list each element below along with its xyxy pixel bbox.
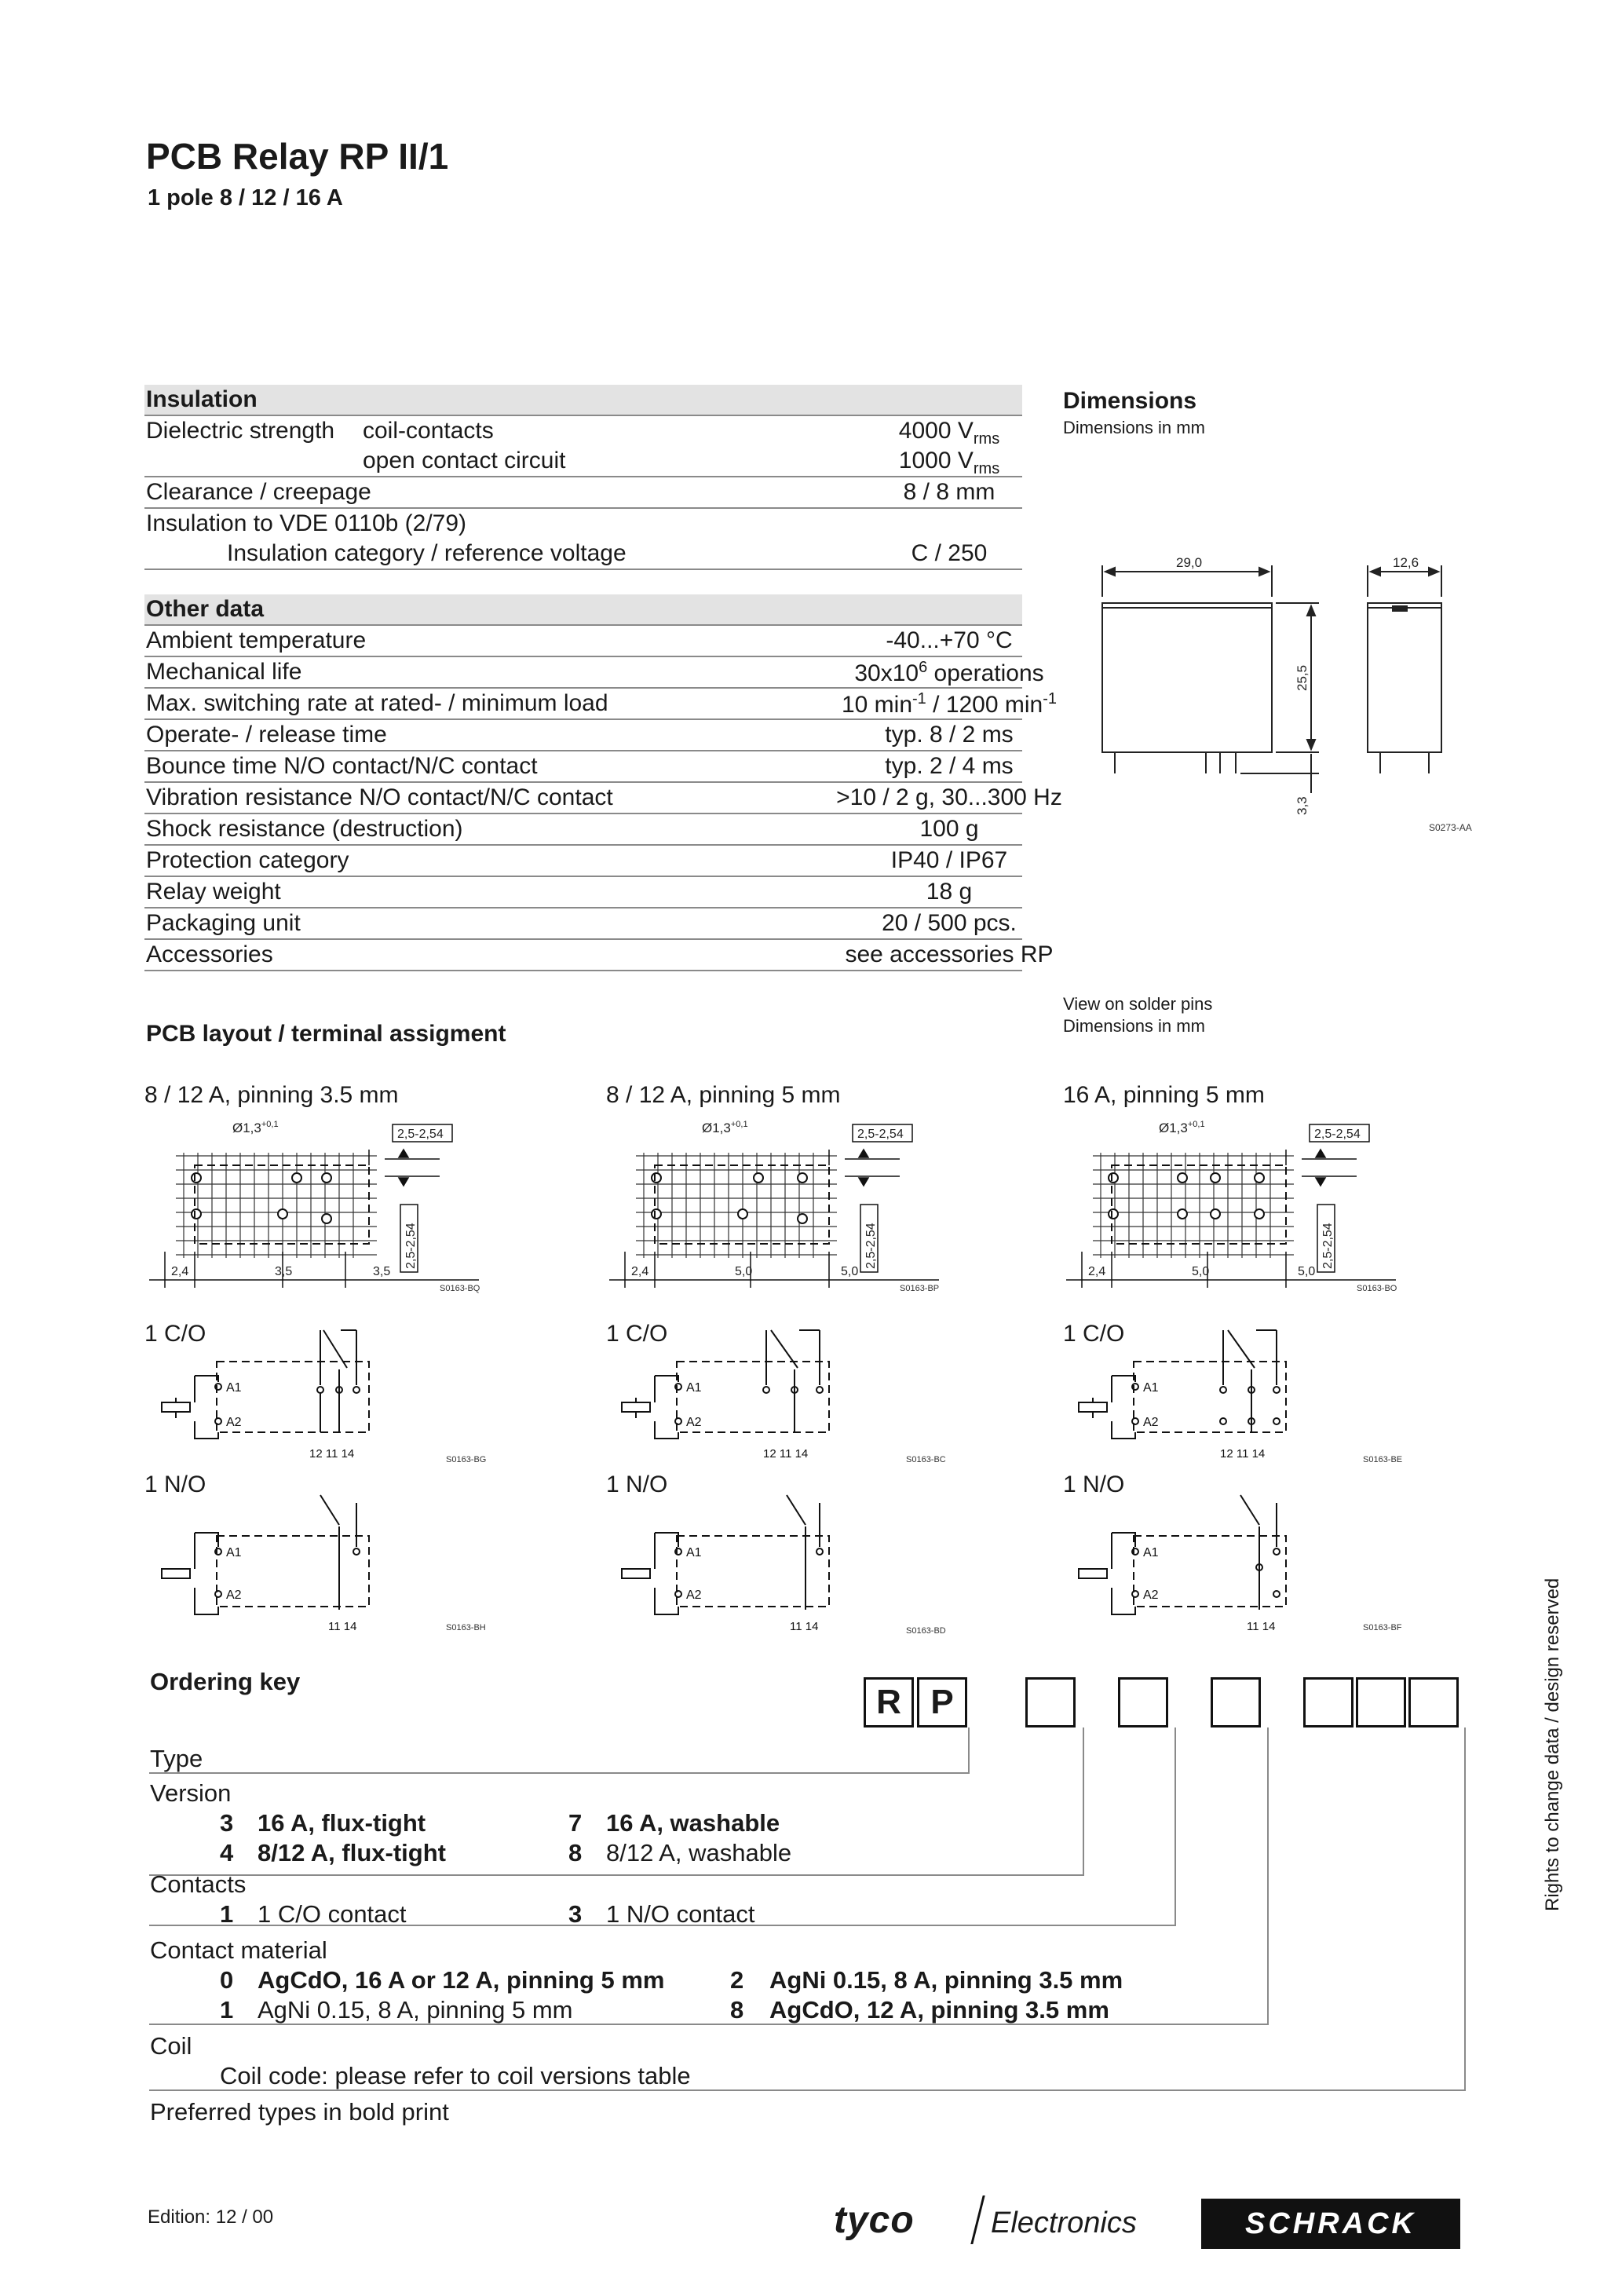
ordering-box-coil bbox=[1356, 1677, 1406, 1727]
dim-width-label: 29,0 bbox=[1176, 555, 1203, 570]
open-contact-row bbox=[144, 446, 1022, 477]
schrack-text: SCHRACK bbox=[1245, 2207, 1416, 2240]
category-label: Insulation category / reference voltage bbox=[227, 540, 627, 566]
figure-code: S0163-BP bbox=[900, 1284, 940, 1293]
co-circuit-diagram bbox=[1071, 1322, 1432, 1464]
dielectric-label: Dielectric strength bbox=[146, 418, 335, 444]
row-label: Protection category bbox=[146, 847, 349, 873]
grid-dim: 2,5-2,54 bbox=[397, 1128, 444, 1141]
figure-code: S0163-BE bbox=[1363, 1455, 1403, 1464]
figure-code: S0163-BC bbox=[906, 1455, 946, 1464]
coil-contacts-value: 4000 $V_{rms}$ bbox=[898, 418, 1000, 448]
grid-dim: 2,5-2,54 bbox=[857, 1128, 904, 1141]
pin-labels: 12 11 14 bbox=[309, 1447, 355, 1461]
other-data-row bbox=[144, 940, 1054, 971]
version-text: 16 A, washable bbox=[606, 1809, 780, 1837]
coil-text: Coil code: please refer to coil versions table bbox=[220, 2062, 691, 2089]
dimensions-subheading: Dimensions in mm bbox=[1063, 418, 1205, 437]
pcb-hole bbox=[192, 1209, 201, 1219]
pcb-hole bbox=[1211, 1173, 1220, 1183]
row-value: $30x10^6$ operations bbox=[854, 659, 1044, 686]
row-value: 18 g bbox=[926, 879, 973, 905]
dielectric-row bbox=[144, 416, 1022, 446]
hole-tol: +0,1 bbox=[1187, 1120, 1205, 1129]
logo-divider bbox=[970, 2195, 985, 2244]
svg-text:Ø1,3+0,1 bbox=[702, 1120, 748, 1135]
a1-label: A1 bbox=[226, 1381, 242, 1395]
version-code: 8 bbox=[568, 1839, 583, 1866]
other-data-table bbox=[144, 594, 1062, 971]
pcb-layout-drawing bbox=[609, 1118, 963, 1299]
pcb-hole bbox=[1109, 1209, 1118, 1219]
clearance-row bbox=[144, 477, 1022, 509]
ordering-box-version bbox=[1025, 1677, 1076, 1727]
hole-dim: Ø1,3 bbox=[232, 1121, 261, 1135]
pitch-dim: 5,0 bbox=[1192, 1265, 1210, 1278]
row-value: 20 / 500 pcs. bbox=[882, 910, 1017, 936]
svg-text:Ø1,3+0,1 bbox=[1159, 1120, 1205, 1135]
other-data-row bbox=[144, 689, 1058, 720]
other-data-row bbox=[144, 751, 1022, 783]
ordering-box-coil bbox=[1408, 1677, 1459, 1727]
hole-dim: Ø1,3 bbox=[702, 1121, 731, 1135]
version-code: 3 bbox=[220, 1809, 234, 1837]
a2-label: A2 bbox=[1143, 1416, 1159, 1429]
row-value: see accessories RP bbox=[845, 941, 1054, 967]
hole-dim: Ø1,3 bbox=[1159, 1121, 1188, 1135]
contacts-label: Contacts bbox=[150, 1870, 247, 1898]
no-circuit-diagram bbox=[154, 1492, 515, 1633]
ordering-box-material bbox=[1211, 1677, 1261, 1727]
pin-labels: 12 11 14 bbox=[1220, 1447, 1266, 1461]
insulation-heading: Insulation bbox=[146, 386, 258, 412]
page-title: PCB Relay RP II/1 bbox=[146, 136, 449, 177]
row-label: Relay weight bbox=[146, 879, 281, 905]
a1-label: A1 bbox=[1143, 1546, 1159, 1559]
a1-label: A1 bbox=[226, 1546, 242, 1559]
no-circuit-diagram bbox=[614, 1492, 975, 1633]
material-code: 8 bbox=[730, 1996, 744, 2024]
electronics-logo: Electronics bbox=[991, 2206, 1137, 2239]
version-label: Version bbox=[150, 1779, 232, 1807]
row-label: Accessories bbox=[146, 941, 273, 967]
material-label: Contact material bbox=[150, 1936, 327, 1964]
pcb-hole bbox=[1255, 1173, 1264, 1183]
offset-dim: 2,4 bbox=[171, 1265, 189, 1278]
pcb-hole bbox=[192, 1173, 201, 1183]
co-circuit-diagram bbox=[154, 1322, 515, 1464]
ordering-box-contacts bbox=[1118, 1677, 1168, 1727]
ordering-box-r: R bbox=[864, 1677, 914, 1727]
material-code: 1 bbox=[220, 1996, 234, 2024]
figure-code: S0163-BD bbox=[906, 1626, 946, 1633]
dim-pin-label: 3,3 bbox=[1295, 796, 1310, 815]
figure-code: S0163-BF bbox=[1363, 1623, 1402, 1632]
clearance-label: Clearance / creepage bbox=[146, 479, 371, 505]
figure-code: S0163-BQ bbox=[440, 1284, 480, 1293]
pcb-layout-drawing bbox=[149, 1118, 502, 1299]
no-label: 1 N/O bbox=[144, 1472, 206, 1497]
hole-tol: +0,1 bbox=[730, 1120, 748, 1129]
offset-dim: 2,4 bbox=[631, 1265, 649, 1278]
row-label: Ambient temperature bbox=[146, 627, 367, 653]
other-data-row bbox=[144, 846, 1022, 877]
ordering-heading: Ordering key bbox=[150, 1668, 301, 1695]
rights-note: Rights to change data / design reserved bbox=[1542, 1578, 1563, 1911]
row-label: Bounce time N/O contact/N/C contact bbox=[146, 753, 538, 779]
pin-labels: 11 14 bbox=[328, 1620, 357, 1633]
pcb-hole bbox=[1178, 1209, 1187, 1219]
dim-height-label: 25,5 bbox=[1295, 664, 1310, 691]
version-code: 4 bbox=[220, 1839, 234, 1866]
dimensions-code: S0273-AA bbox=[1429, 822, 1472, 833]
row-value: typ. 2 / 4 ms bbox=[885, 753, 1014, 779]
view-note: View on solder pins bbox=[1063, 994, 1213, 1014]
material-code: 2 bbox=[730, 1966, 744, 1994]
version-text: 16 A, flux-tight bbox=[258, 1809, 426, 1837]
pitch-dim: 5,0 bbox=[735, 1265, 753, 1278]
vde-row bbox=[144, 509, 1022, 539]
other-data-row bbox=[144, 877, 1022, 909]
material-text: AgNi 0.15, 8 A, pinning 3.5 mm bbox=[769, 1966, 1123, 1994]
pin-labels: 11 14 bbox=[790, 1620, 819, 1633]
open-contact-value: 1000 $V_{rms}$ bbox=[898, 448, 1000, 477]
dim-depth-label: 12,6 bbox=[1393, 555, 1419, 570]
page-subtitle: 1 pole 8 / 12 / 16 A bbox=[148, 185, 343, 210]
co-circuit-diagram bbox=[614, 1322, 975, 1464]
preferred-note: Preferred types in bold print bbox=[150, 2098, 449, 2126]
a2-label: A2 bbox=[686, 1416, 702, 1429]
open-contact-label: open contact circuit bbox=[363, 448, 566, 473]
pcb-hole bbox=[1255, 1209, 1264, 1219]
pitch-dim: 5,0 bbox=[1298, 1265, 1316, 1278]
pcb-column-title: 16 A, pinning 5 mm bbox=[1063, 1082, 1265, 1108]
figure-code: S0163-BH bbox=[446, 1623, 486, 1632]
pcb-hole bbox=[322, 1214, 331, 1223]
pcb-hole bbox=[1211, 1209, 1220, 1219]
row-value: typ. 8 / 2 ms bbox=[885, 722, 1014, 748]
co-label: 1 C/O bbox=[1063, 1321, 1125, 1347]
contact-code: 3 bbox=[568, 1900, 583, 1928]
material-text: AgCdO, 12 A, pinning 3.5 mm bbox=[769, 1996, 1109, 2024]
other-data-row bbox=[144, 626, 1022, 657]
no-label: 1 N/O bbox=[606, 1472, 668, 1497]
a2-label: A2 bbox=[1143, 1589, 1159, 1602]
insulation-heading-row bbox=[144, 385, 1022, 416]
pcb-hole bbox=[1109, 1173, 1118, 1183]
other-data-row bbox=[144, 909, 1022, 940]
svg-text:Ø1,3+0,1 bbox=[232, 1120, 279, 1135]
row-label: Mechanical life bbox=[146, 659, 302, 685]
pcb-layout-drawing bbox=[1066, 1118, 1419, 1299]
row-label: Shock resistance (destruction) bbox=[146, 816, 463, 842]
ordering-box-p: P bbox=[917, 1677, 967, 1727]
pcb-hole bbox=[754, 1173, 763, 1183]
a1-label: A1 bbox=[1143, 1381, 1159, 1395]
edition: Edition: 12 / 00 bbox=[148, 2206, 274, 2228]
grid-dim: 2,5-2,54 bbox=[1321, 1223, 1335, 1269]
ordering-box-coil bbox=[1303, 1677, 1353, 1727]
hole-tol: +0,1 bbox=[261, 1120, 279, 1129]
material-text: AgNi 0.15, 8 A, pinning 5 mm bbox=[258, 1996, 573, 2024]
dimensions-heading: Dimensions bbox=[1063, 388, 1197, 414]
material-code: 0 bbox=[220, 1966, 234, 1994]
insulation-table bbox=[144, 385, 1022, 570]
row-value: 100 g bbox=[919, 816, 979, 842]
figure-code: S0163-BO bbox=[1357, 1284, 1397, 1293]
co-label: 1 C/O bbox=[144, 1321, 206, 1347]
other-data-row bbox=[144, 720, 1022, 751]
contact-code: 1 bbox=[220, 1900, 234, 1928]
pcb-hole bbox=[738, 1209, 747, 1219]
type-label: Type bbox=[150, 1745, 203, 1772]
a1-label: A1 bbox=[686, 1381, 702, 1395]
other-data-heading-row bbox=[144, 594, 1022, 626]
grid-dim: 2,5-2,54 bbox=[404, 1223, 418, 1269]
a2-label: A2 bbox=[686, 1589, 702, 1602]
other-data-row bbox=[144, 657, 1044, 689]
row-value: 10 $\min^{-1} / 1200$ $\min^{-1}$ bbox=[841, 690, 1058, 718]
pcb-hole bbox=[1178, 1173, 1187, 1183]
grid-dim: 2,5-2,54 bbox=[1314, 1128, 1361, 1141]
material-text: AgCdO, 16 A or 12 A, pinning 5 mm bbox=[258, 1966, 665, 1994]
row-label: Max. switching rate at rated- / minimum load bbox=[146, 690, 608, 716]
row-label: Operate- / release time bbox=[146, 722, 387, 748]
version-text: 8/12 A, washable bbox=[606, 1839, 792, 1866]
pitch-dim: 5,0 bbox=[841, 1265, 859, 1278]
pcb-layout-heading: PCB layout / terminal assigment bbox=[146, 1021, 506, 1047]
tyco-logo: tyco bbox=[834, 2199, 915, 2241]
row-value: >10 / 2 g, 30...300 Hz bbox=[836, 784, 1062, 810]
pcb-column-title: 8 / 12 A, pinning 3.5 mm bbox=[144, 1082, 399, 1108]
schrack-logo bbox=[1201, 2199, 1460, 2249]
no-circuit-diagram bbox=[1071, 1492, 1432, 1633]
coil-label: Coil bbox=[150, 2032, 192, 2060]
offset-dim: 2,4 bbox=[1088, 1265, 1106, 1278]
view-note-units: Dimensions in mm bbox=[1063, 1016, 1205, 1036]
vde-label: Insulation to VDE 0110b (2/79) bbox=[146, 510, 467, 536]
pcb-hole bbox=[798, 1214, 807, 1223]
grid-dim: 2,5-2,54 bbox=[864, 1223, 878, 1269]
pcb-column-title: 8 / 12 A, pinning 5 mm bbox=[606, 1082, 841, 1108]
figure-code: S0163-BG bbox=[446, 1455, 487, 1464]
pin-labels: 11 14 bbox=[1247, 1620, 1276, 1633]
pcb-hole bbox=[652, 1209, 661, 1219]
a2-label: A2 bbox=[226, 1416, 242, 1429]
a1-label: A1 bbox=[686, 1546, 702, 1559]
pcb-hole bbox=[292, 1173, 301, 1183]
contact-text: 1 N/O contact bbox=[606, 1900, 755, 1928]
version-text: 8/12 A, flux-tight bbox=[258, 1839, 446, 1866]
coil-contacts-label: coil-contacts bbox=[363, 418, 494, 444]
a2-label: A2 bbox=[226, 1589, 242, 1602]
dimensions-drawing bbox=[1083, 542, 1492, 856]
pin-labels: 12 11 14 bbox=[763, 1447, 809, 1461]
co-label: 1 C/O bbox=[606, 1321, 668, 1347]
row-value: -40...+70 °C bbox=[886, 627, 1013, 653]
contact-text: 1 C/O contact bbox=[258, 1900, 407, 1928]
pitch-dim: 3,5 bbox=[373, 1265, 391, 1278]
row-label: Packaging unit bbox=[146, 910, 301, 936]
pcb-hole bbox=[798, 1173, 807, 1183]
pcb-hole bbox=[652, 1173, 661, 1183]
category-row bbox=[144, 539, 1022, 570]
clearance-value: 8 / 8 mm bbox=[903, 479, 995, 505]
row-label: Vibration resistance N/O contact/N/C contact bbox=[146, 784, 613, 810]
other-data-row bbox=[144, 814, 1022, 846]
version-code: 7 bbox=[568, 1809, 583, 1837]
other-data-heading: Other data bbox=[146, 596, 265, 622]
row-value: IP40 / IP67 bbox=[890, 847, 1008, 873]
category-value: C / 250 bbox=[911, 540, 988, 566]
other-data-row bbox=[144, 783, 1062, 814]
pcb-hole bbox=[322, 1173, 331, 1183]
pcb-hole bbox=[278, 1209, 287, 1219]
no-label: 1 N/O bbox=[1063, 1472, 1125, 1497]
pitch-dim: 3,5 bbox=[275, 1265, 293, 1278]
